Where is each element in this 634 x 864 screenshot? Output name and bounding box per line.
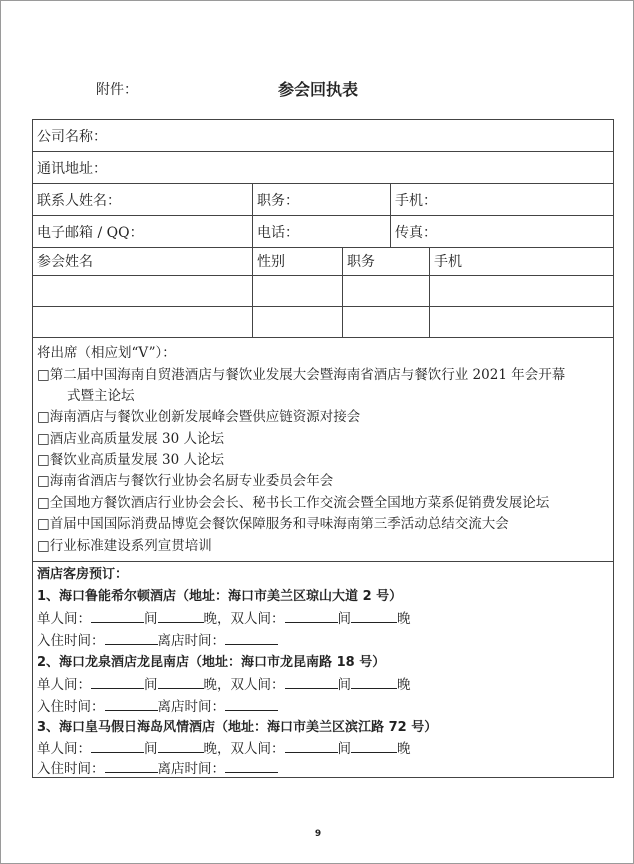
double-rooms-input[interactable]	[285, 738, 338, 753]
double-rooms-input[interactable]	[285, 608, 338, 623]
attachment-label: 附件：	[96, 82, 138, 98]
single-rooms-input[interactable]	[91, 738, 144, 753]
header-position: 职务	[347, 254, 375, 270]
single-rooms-input[interactable]	[91, 608, 144, 623]
room-line: 单人间： 间 晚，双人间： 间 晚	[37, 738, 411, 760]
event-option[interactable]: □第二届中国海南自贸港酒店与餐饮业发展大会暨海南省酒店与餐饮行业 2021 年会开幕	[37, 367, 566, 383]
company-name-field[interactable]: 公司名称：	[37, 129, 107, 145]
event-option[interactable]: □行业标准建设系列宣贯培训	[37, 538, 212, 554]
single-nights-input[interactable]	[158, 738, 204, 753]
checkin-input[interactable]	[105, 758, 158, 773]
event-option-continued: 式暨主论坛	[67, 388, 135, 404]
hotel-name: 1、海口鲁能希尔顿酒店（地址：海口市美兰区琼山大道 2 号）	[37, 589, 403, 604]
checkbox[interactable]: □	[37, 367, 50, 383]
hotel-name: 3、海口皇马假日海岛风情酒店（地址：海口市美兰区滨江路 72 号）	[37, 720, 438, 735]
checkbox[interactable]: □	[37, 473, 50, 489]
attendee-row-2[interactable]	[33, 307, 613, 337]
single-nights-input[interactable]	[158, 674, 204, 689]
double-nights-input[interactable]	[351, 608, 397, 623]
checkbox[interactable]: □	[37, 452, 50, 468]
address-field[interactable]: 通讯地址：	[37, 161, 107, 177]
event-option[interactable]: □酒店业高质量发展 30 人论坛	[37, 431, 225, 447]
position-field[interactable]: 职务：	[257, 193, 299, 209]
event-option[interactable]: □餐饮业高质量发展 30 人论坛	[37, 452, 225, 468]
header-attendee-name: 参会姓名	[37, 254, 93, 270]
checkout-input[interactable]	[225, 696, 278, 711]
date-line: 入住时间： 离店时间：	[37, 696, 278, 718]
event-option[interactable]: □海南省酒店与餐饮行业协会名厨专业委员会年会	[37, 473, 334, 489]
contact-name-field[interactable]: 联系人姓名：	[37, 193, 121, 209]
header-gender: 性别	[257, 254, 285, 270]
phone-field[interactable]: 电话：	[257, 225, 299, 241]
room-line: 单人间： 间 晚，双人间： 间 晚	[37, 674, 411, 696]
double-nights-input[interactable]	[351, 674, 397, 689]
checkbox[interactable]: □	[37, 538, 50, 554]
mobile-field[interactable]: 手机：	[395, 193, 437, 209]
double-rooms-input[interactable]	[285, 674, 338, 689]
checkout-input[interactable]	[225, 630, 278, 645]
room-line: 单人间： 间 晚，双人间： 间 晚	[37, 608, 411, 630]
page-title: 参会回执表	[277, 80, 358, 99]
checkbox[interactable]: □	[37, 495, 50, 511]
attendee-row-1[interactable]	[33, 276, 613, 306]
header-mobile: 手机	[434, 254, 462, 270]
date-line: 入住时间： 离店时间：	[37, 758, 278, 780]
hotel-booking-label: 酒店客房预订：	[37, 567, 129, 582]
checkbox[interactable]: □	[37, 409, 50, 425]
checkin-input[interactable]	[105, 696, 158, 711]
double-nights-input[interactable]	[351, 738, 397, 753]
checkout-input[interactable]	[225, 758, 278, 773]
email-qq-field[interactable]: 电子邮箱 / QQ：	[37, 225, 144, 241]
hotel-name: 2、海口龙泉酒店龙昆南店（地址：海口市龙昆南路 18 号）	[37, 655, 386, 670]
single-rooms-input[interactable]	[91, 674, 144, 689]
event-option[interactable]: □首届中国国际消费品博览会餐饮保障服务和寻味海南第三季活动总结交流大会	[37, 516, 509, 532]
event-option[interactable]: □全国地方餐饮酒店行业协会会长、秘书长工作交流会暨全国地方菜系促销费发展论坛	[37, 495, 550, 511]
attendance-label: 将出席（相应划“V”）：	[37, 345, 176, 361]
date-line: 入住时间： 离店时间：	[37, 630, 278, 652]
single-nights-input[interactable]	[158, 608, 204, 623]
event-option[interactable]: □海南酒店与餐饮业创新发展峰会暨供应链资源对接会	[37, 409, 361, 425]
fax-field[interactable]: 传真：	[395, 225, 437, 241]
page-number: 9	[314, 829, 322, 839]
checkin-input[interactable]	[105, 630, 158, 645]
checkbox[interactable]: □	[37, 516, 50, 532]
checkbox[interactable]: □	[37, 431, 50, 447]
